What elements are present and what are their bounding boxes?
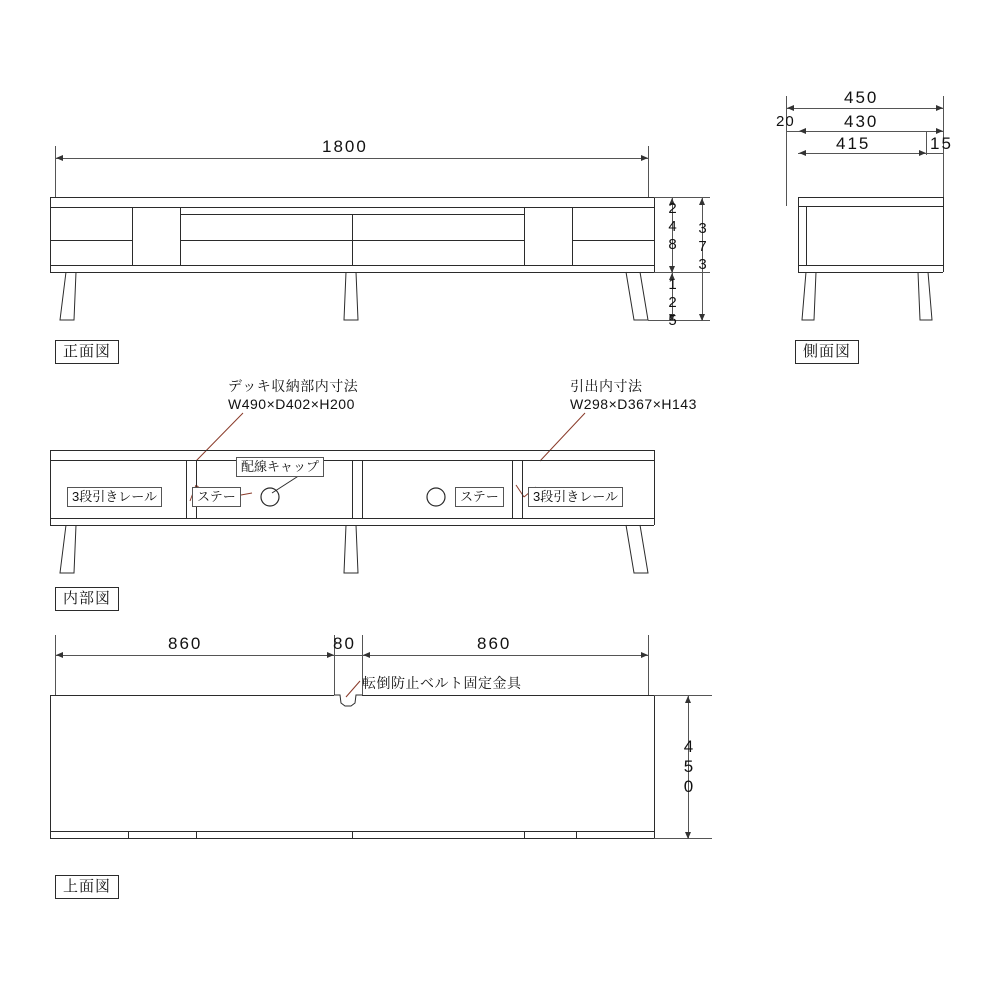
- front-right-drawer-divider: [572, 207, 573, 265]
- top-ext-left: [55, 635, 56, 695]
- top-ext-depth-top: [654, 695, 712, 696]
- top-dim-right-value: 860: [477, 634, 512, 653]
- deck-compartment-label: [228, 378, 358, 413]
- drawer-dimension-title: 引出内寸法: [570, 378, 643, 394]
- top-panel-divider-left: [128, 831, 129, 838]
- side-depth-back-value: 15: [930, 134, 953, 153]
- side-top-inner-edge: [798, 206, 943, 207]
- side-depth-offset-value: 20: [776, 113, 795, 130]
- side-depth-front-value: 415: [836, 134, 871, 153]
- top-dim-right-arrow-left: [363, 652, 370, 658]
- drawer-dimension-label: [570, 378, 697, 413]
- front-dim-373-arrow-down: [699, 314, 705, 321]
- top-view-caption: 上面図: [55, 875, 119, 899]
- side-depth-total-value: 450: [844, 88, 879, 107]
- top-panel-divider-mid: [196, 831, 197, 838]
- side-bottom-inner-edge: [798, 265, 943, 266]
- top-ext-right: [648, 635, 649, 695]
- top-dim-left-value: 860: [168, 634, 203, 653]
- side-ext-15: [926, 131, 927, 155]
- side-view-caption: 側面図: [795, 340, 859, 364]
- rail-right-callout: 3段引きレール: [528, 487, 623, 507]
- inner-center-partition: [352, 460, 353, 518]
- front-top-edge: [50, 197, 654, 198]
- front-center-right-post: [524, 207, 525, 265]
- side-dim-line-450: [786, 108, 943, 109]
- front-width-value: 1800: [322, 137, 368, 156]
- inner-center-partition-2: [362, 460, 363, 518]
- inner-right-edge: [654, 450, 655, 525]
- inner-right-partition-2: [522, 460, 523, 518]
- front-dim-arrow-right: [641, 155, 648, 161]
- top-ext-depth-bottom: [654, 838, 712, 839]
- side-left-edge: [798, 197, 799, 272]
- front-bottom-edge: [50, 272, 654, 273]
- front-left-edge: [50, 197, 51, 272]
- front-dim-arrow-left: [56, 155, 63, 161]
- front-right-edge: [654, 197, 655, 272]
- front-view-caption: 正面図: [55, 340, 119, 364]
- side-dim-450-arrow-left: [787, 105, 794, 111]
- top-dim-line-center: [334, 655, 362, 656]
- front-right-drawer-split: [572, 240, 654, 241]
- top-dim-depth-arrow-down: [685, 832, 691, 839]
- inner-view-caption: 内部図: [55, 587, 119, 611]
- side-left-inner-edge: [806, 206, 807, 266]
- inner-bottom-inner-edge: [50, 518, 654, 519]
- top-panel-divider-center: [352, 831, 353, 838]
- top-panel-left-edge: [50, 695, 51, 838]
- inner-left-edge: [50, 450, 51, 525]
- rail-left-callout: 3段引きレール: [67, 487, 162, 507]
- front-height-total-value: 373: [694, 220, 711, 274]
- side-dim-415-arrow-right: [919, 150, 926, 156]
- front-left-drawer-split: [50, 240, 132, 241]
- front-view: [0, 0, 720, 370]
- side-legs: [740, 0, 1000, 370]
- top-panel-divider-far-right: [576, 831, 577, 838]
- top-panel-divider-right: [524, 831, 525, 838]
- inner-right-partition: [512, 460, 513, 518]
- front-height-leg-value: 125: [664, 276, 681, 330]
- inner-top-edge: [50, 450, 654, 451]
- top-panel-back-edge-right: [362, 695, 654, 696]
- inner-left-partition: [186, 460, 187, 518]
- top-panel-front-edge: [50, 838, 654, 839]
- front-ext-line-left: [55, 146, 56, 198]
- top-dim-depth-arrow-up: [685, 696, 691, 703]
- side-right-edge: [943, 197, 944, 272]
- side-view: [740, 0, 1000, 370]
- front-left-drawer-divider: [132, 207, 133, 265]
- top-dim-line-right: [362, 655, 648, 656]
- side-bottom-edge: [798, 272, 943, 273]
- side-dim-line-20: [786, 131, 798, 132]
- top-view: [0, 625, 780, 925]
- drawer-dimension-dims: W298×D367×H143: [570, 395, 697, 412]
- top-dim-line-left: [55, 655, 334, 656]
- stay-right-callout: ステー: [455, 487, 504, 507]
- deck-compartment-dims: W490×D402×H200: [228, 395, 355, 412]
- top-dim-left-arrow-left: [56, 652, 63, 658]
- top-panel-right-edge: [654, 695, 655, 838]
- side-depth-inner-value: 430: [844, 112, 879, 131]
- stay-left-callout: ステー: [192, 487, 241, 507]
- front-top-inner-edge: [50, 207, 654, 208]
- side-top-edge: [798, 197, 943, 198]
- top-dim-center-value: 80: [333, 634, 356, 653]
- front-center-left-post: [180, 207, 181, 265]
- top-dim-right-arrow-right: [641, 652, 648, 658]
- front-height-body-value: 248: [664, 200, 681, 254]
- anti-tip-bracket-label: 転倒防止ベルト固定金具: [362, 675, 522, 691]
- inner-bottom-edge: [50, 525, 654, 526]
- side-dim-450-arrow-right: [936, 105, 943, 111]
- top-panel-back-edge: [50, 695, 334, 696]
- front-bottom-inner-edge: [50, 265, 654, 266]
- side-dim-430-arrow-left: [799, 128, 806, 134]
- inner-view: [0, 375, 780, 625]
- cable-cap-callout: 配線キャップ: [236, 457, 324, 477]
- deck-compartment-title: デッキ収納部内寸法: [228, 378, 359, 394]
- front-center-mid-post: [352, 214, 353, 265]
- front-ext-line-right: [648, 146, 649, 198]
- top-dim-depth-value: 450: [679, 737, 698, 797]
- side-dim-415-arrow-left: [799, 150, 806, 156]
- front-dim-373-arrow-up: [699, 198, 705, 205]
- front-dim-line-width: [55, 158, 648, 159]
